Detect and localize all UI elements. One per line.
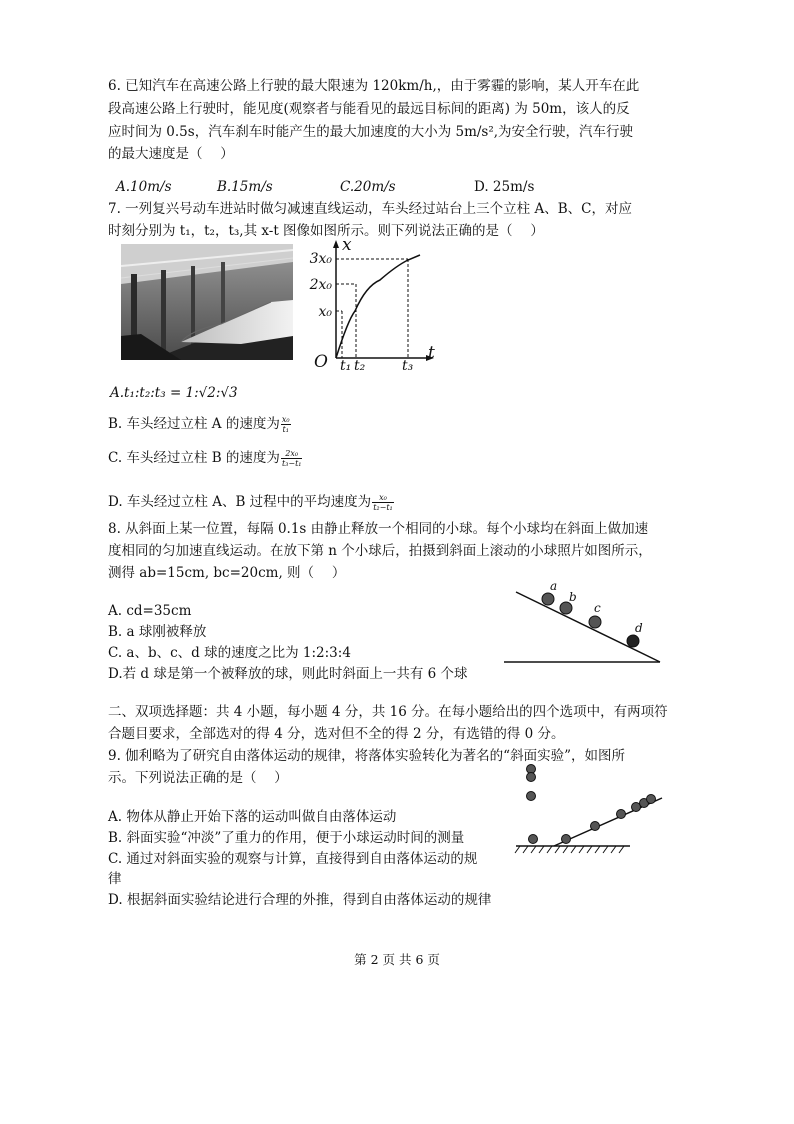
q7-option-a: A.t₁:t₂:t₃ = 1:√2:√3 bbox=[110, 385, 238, 401]
graph-y-axis-label: x bbox=[342, 236, 352, 255]
train-photo bbox=[121, 244, 293, 360]
q7-option-c-text: C. 车头经过立柱 B 的速度为 bbox=[108, 450, 280, 466]
graph-x-tick: t₂ bbox=[354, 358, 366, 370]
q7-line2: 时刻分别为 t₁，t₂，t₃,其 x-t 图像如图所示。则下列说法正确的是（ ） bbox=[108, 223, 544, 239]
q6-line3: 应时间为 0.5s，汽车刹车时能产生的最大加速度的大小为 5m/s²,为安全行驶，汽车行驶 bbox=[108, 124, 634, 140]
section2-line1: 二、双项选择题：共 4 小题，每小题 4 分，共 16 分。在每小题给出的四个选项中，有两项符 bbox=[108, 704, 668, 720]
q9-option-d: D. 根据斜面实验结论进行合理的外推，得到自由落体运动的规律 bbox=[108, 892, 492, 908]
q8-line3: 测得 ab=15cm, bc=20cm, 则（ ） bbox=[108, 565, 346, 581]
q9-option-c-line1: C. 通过对斜面实验的观察与计算，直接得到自由落体运动的规 bbox=[108, 851, 478, 867]
fraction-numerator: x₀ bbox=[281, 415, 290, 424]
q6-option-c: C.20m/s bbox=[340, 179, 396, 195]
q9-option-c-line2: 律 bbox=[108, 871, 122, 887]
section2-line2: 合题目要求，全部选对的得 4 分，选对但不全的得 2 分，有选错的得 0 分。 bbox=[108, 726, 565, 742]
fraction-denominator: t₃−t₁ bbox=[281, 459, 302, 468]
q9-line1: 9. 伽利略为了研究自由落体运动的规律，将落体实验转化为著名的“斜面实验”，如图所 bbox=[108, 748, 625, 764]
q7-line1: 7. 一列复兴号动车进站时做匀减速直线运动，车头经过站台上三个立柱 A、B、C，对应 bbox=[108, 201, 632, 217]
ball-label-a: a bbox=[550, 579, 558, 593]
q7-option-d-text: D. 车头经过立柱 A、B 过程中的平均速度为 bbox=[108, 494, 372, 510]
graph-x-tick: t₃ bbox=[402, 358, 414, 370]
q7-option-b-text: B. 车头经过立柱 A 的速度为 bbox=[108, 416, 280, 432]
graph-origin-label: O bbox=[314, 352, 328, 370]
q6-line1: 6. 已知汽车在高速公路上行驶的最大限速为 120km/h,，由于雾霾的影响，某人开车在此 bbox=[108, 78, 640, 94]
q7-option-d bbox=[108, 492, 395, 512]
fraction-numerator: x₀ bbox=[372, 493, 394, 503]
q8-option-d: D.若 d 球是第一个被释放的球，则此时斜面上一共有 6 个球 bbox=[108, 666, 468, 682]
q8-option-b: B. a 球刚被释放 bbox=[108, 624, 207, 640]
fraction-denominator: t₂−t₁ bbox=[373, 503, 393, 512]
q6-option-b: B.15m/s bbox=[217, 179, 273, 195]
graph-y-tick: 3x₀ bbox=[309, 251, 332, 267]
q6-option-a: A.10m/s bbox=[116, 179, 172, 195]
q8-option-c: C. a、b、c、d 球的速度之比为 1:2:3:4 bbox=[108, 645, 351, 661]
q7-option-d-fraction bbox=[372, 493, 394, 512]
galileo-incline-figure bbox=[512, 762, 668, 856]
graph-y-tick: 2x₀ bbox=[309, 277, 332, 293]
q7-option-c bbox=[108, 448, 303, 468]
q7-option-b-fraction bbox=[281, 415, 291, 434]
graph-x-axis-label: t bbox=[428, 343, 435, 363]
q6-option-d: D. 25m/s bbox=[474, 179, 535, 195]
q6-line4: 的最大速度是（ ） bbox=[108, 146, 234, 162]
q9-option-a: A. 物体从静止开始下落的运动叫做自由落体运动 bbox=[108, 809, 397, 825]
q8-line1: 8. 从斜面上某一位置，每隔 0.1s 由静止释放一个相同的小球。每个小球均在斜面上做加速 bbox=[108, 521, 649, 537]
ball-label-d: d bbox=[635, 621, 643, 635]
q7-option-b bbox=[108, 414, 292, 434]
ball-label-b: b bbox=[569, 590, 577, 604]
q7-option-c-fraction bbox=[281, 449, 303, 468]
fraction-denominator: t₁ bbox=[282, 425, 289, 434]
graph-y-tick: x₀ bbox=[318, 304, 332, 320]
q9-option-b: B. 斜面实验“冲淡”了重力的作用，便于小球运动时间的测量 bbox=[108, 830, 465, 846]
incline-balls-figure bbox=[500, 578, 665, 666]
ball-label-c: c bbox=[594, 601, 601, 615]
q8-line2: 度相同的匀加速直线运动。在放下第 n 个小球后，拍摄到斜面上滚动的小球照片如图所示， bbox=[108, 543, 652, 559]
page-number: 第 2 页 共 6 页 bbox=[354, 952, 440, 967]
graph-x-tick: t₁ bbox=[340, 358, 352, 370]
fraction-numerator: 2x₀ bbox=[281, 449, 303, 459]
x-t-graph bbox=[296, 236, 444, 370]
q8-option-a: A. cd=35cm bbox=[108, 603, 192, 619]
q9-line2: 示。下列说法正确的是（ ） bbox=[108, 770, 288, 786]
q6-line2: 段高速公路上行驶时，能见度(观察者与能看见的最远目标间的距离) 为 50m，该人的反 bbox=[108, 101, 630, 117]
